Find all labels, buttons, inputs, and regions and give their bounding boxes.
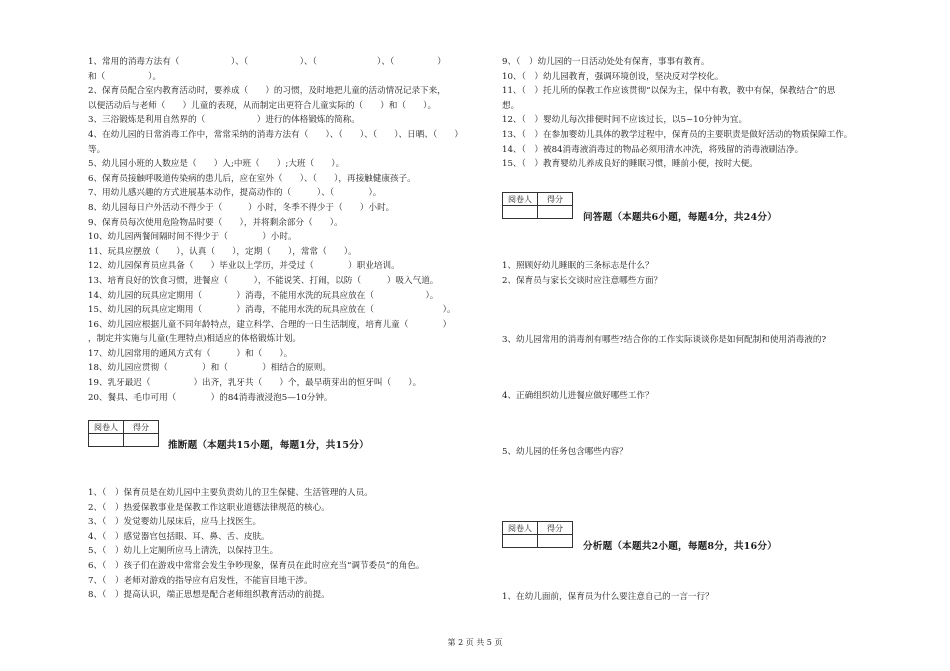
fill-blank-line: ，制定并实施与儿童(生理特点)相适应的体格锻炼计划。	[88, 334, 301, 345]
reviewer-cell[interactable]	[503, 206, 538, 219]
judge-item: 3、（ ）发觉婴幼儿尿床后，应马上找医生。	[88, 517, 262, 528]
qa-item-2: 2、保育员与家长交谈时应注意哪些方面？	[502, 276, 663, 286]
qa-item-3: 3、幼儿园常用的消毒剂有哪些?结合你的工作实际谈谈你是如何配制和使用消毒液的?	[502, 335, 827, 345]
fill-blank-line: 3、三浴锻炼是利用自然界的（ ）进行的体格锻炼的简称。	[88, 115, 360, 126]
fill-blank-line: 7、用幼儿感兴趣的方式进展基本动作，提高动作的（ ）、（ ）。	[88, 188, 382, 199]
qa-item-4: 4、正确组织幼儿进餐应做好哪些工作？	[502, 391, 654, 401]
score-label: 得分	[124, 421, 159, 434]
judge-items-right	[502, 55, 902, 172]
judge-item: 12、（ ）婴幼儿每次排便时间不应该过长，以5~10分钟为宜。	[502, 115, 748, 126]
judge-item: 9、（ ）幼儿园的一日活动处处有保育，事事有教育。	[502, 57, 710, 67]
analysis-item-1: 1、在幼儿面前，保育员为什么要注意自己的一言一行？	[502, 592, 714, 602]
score-cell[interactable]	[538, 535, 573, 548]
fill-blank-line: 1、常用的消毒方法有（ ）、（ ）、（ ）、（ ）	[88, 57, 446, 67]
judge-item: 8、（ ）提高认识，端正思想是配合老师组织教育活动的前提。	[88, 590, 330, 601]
score-cell[interactable]	[124, 434, 159, 447]
judge-item: 15、（ ）教育婴幼儿养成良好的睡眠习惯，睡前小便，按时大便。	[502, 159, 758, 170]
judge-item: 1、（ ）保育员是在幼儿园中主要负责幼儿的卫生保健、生活管理的人员。	[88, 488, 373, 498]
analysis-section-title: 分析题（本题共2小题，每题8分，共16分）	[583, 541, 777, 552]
judge-item: 7、（ ）老师对游戏的指导应有启发性，不能盲目地干涉。	[88, 575, 313, 586]
fill-blank-line: 8、幼儿园每日户外活动不得少于（ ）小时，冬季不得少于（ ）小时。	[88, 202, 395, 213]
judge-item: 11、（ ）托儿所的保教工作应该贯彻“以保为主，保中有教，教中有保，保教结合”的思	[502, 86, 836, 97]
judge-item: 6、（ ）孩子们在游戏中常常会发生争吵现象，保育员在此时应充当“调节委员”的角色。	[88, 560, 425, 571]
fill-blank-line: 10、幼儿园两餐间隔时间不得少于（ ）小时。	[88, 232, 297, 243]
judge-item: 2、（ ）热爱保教事业是保教工作这职业道德法律规范的核心。	[88, 502, 330, 513]
qa-section-title: 问答题（本题共6小题，每题4分，共24分）	[583, 212, 777, 223]
fill-blank-line: 等。	[88, 144, 106, 155]
score-label: 得分	[538, 193, 573, 206]
score-cell[interactable]	[538, 206, 573, 219]
qa-score-box	[502, 192, 573, 219]
fill-blank-line: 2、保育员配合室内教育活动时，要养成（ ）的习惯，及时地把儿童的活动情况记录下来，	[88, 86, 446, 97]
reviewer-cell[interactable]	[503, 535, 538, 548]
judge-section-title: 推断题（本题共15小题，每题1分，共15分）	[168, 440, 369, 451]
fill-blank-line: 9、保育员每次使用危险物品时要（ ），并将剩余部分（ ）。	[88, 217, 343, 228]
fill-blank-line: 11、玩具应摆放（ ），认真（ ），定期（ ），常常（ ）。	[88, 246, 357, 257]
reviewer-cell[interactable]	[89, 434, 124, 447]
judge-item: 13、（ ）在参加婴幼儿具体的教学过程中，保育员的主要职责是做好活动的物质保障工作。	[502, 129, 853, 140]
page-number: 第 2 页 共 5 页	[447, 638, 503, 647]
judge-item: 14、（ ）被84消毒液消毒过的物品必须用清水冲洗，将残留的消毒液刷洁净。	[502, 144, 804, 155]
score-label: 得分	[538, 522, 573, 535]
fill-blank-line: 5、幼儿园小班的人数应是（ ）人;中班（ ）;大班（ ）。	[88, 159, 345, 170]
fill-blank-line: 13、培育良好的饮食习惯，进餐应（ ），不能说笑、打闹，以防（ ）吸入气道。	[88, 275, 439, 286]
fill-blank-line: 4、在幼儿园的日常消毒工作中，常常采纳的消毒方法有（ ）、（ ）、（ ）、日晒、（ ）	[88, 129, 463, 140]
fill-blank-line: 6、保育员接触呼吸道传染病的患儿后，应在室外（ ）、（ ），再接触健康孩子。	[88, 173, 416, 184]
qa-item-1: 1、照顾好幼儿睡眠的三条标志是什么？	[502, 261, 654, 271]
judge-score-box	[88, 420, 159, 447]
judge-items-left	[88, 486, 488, 603]
judge-item: 10、（ ）幼儿园教育，强调环境创设，坚决反对学校化。	[502, 71, 724, 82]
fill-blank-line: 18、幼儿园应贯彻（ ）和（ ）相结合的原则。	[88, 363, 331, 374]
fill-blank-line: 以便活动后与老师（ ）儿童的表现，从而制定出更符合儿童实际的（ ）和（ ）。	[88, 100, 437, 111]
reviewer-label: 阅卷人	[89, 421, 124, 434]
fill-blank-line: 15、幼儿园的玩具应定期用（ ）消毒，不能用水洗的玩具应放在（ ）。	[88, 305, 456, 316]
fill-blank-section	[88, 55, 488, 405]
fill-blank-line: 20、餐具、毛巾可用（ ）的84消毒液浸泡5—10分钟。	[88, 392, 333, 403]
fill-blank-line: 17、幼儿园常用的通风方式有（ ）和（ ）。	[88, 348, 293, 359]
fill-blank-line: 16、幼儿园应根据儿童不同年龄特点，建立科学、合理的一日生活制度，培育儿童（ ）	[88, 319, 452, 330]
fill-blank-line: 19、乳牙最迟（ ）出齐，乳牙共（ ）个，最早萌芽出的恒牙叫（ ）。	[88, 378, 422, 389]
qa-item-5: 5、幼儿园的任务包含哪些内容？	[502, 447, 628, 457]
reviewer-label: 阅卷人	[503, 522, 538, 535]
judge-item: 想。	[502, 100, 520, 111]
fill-blank-line: 14、幼儿园的玩具应定期用（ ）消毒，不能用水洗的玩具应放在（ ）。	[88, 290, 439, 301]
analysis-score-box	[502, 521, 573, 548]
reviewer-label: 阅卷人	[503, 193, 538, 206]
fill-blank-line: 12、幼儿园保育员应具备（ ）毕业以上学历，并受过（ ）职业培训。	[88, 261, 400, 272]
judge-item: 5、（ ）幼儿上定厕所应马上清洗，以保持卫生。	[88, 546, 279, 557]
fill-blank-line: 和（ ）。	[88, 71, 162, 82]
judge-item: 4、（ ）感觉器官包括眼、耳、鼻、舌、皮肤。	[88, 531, 270, 542]
